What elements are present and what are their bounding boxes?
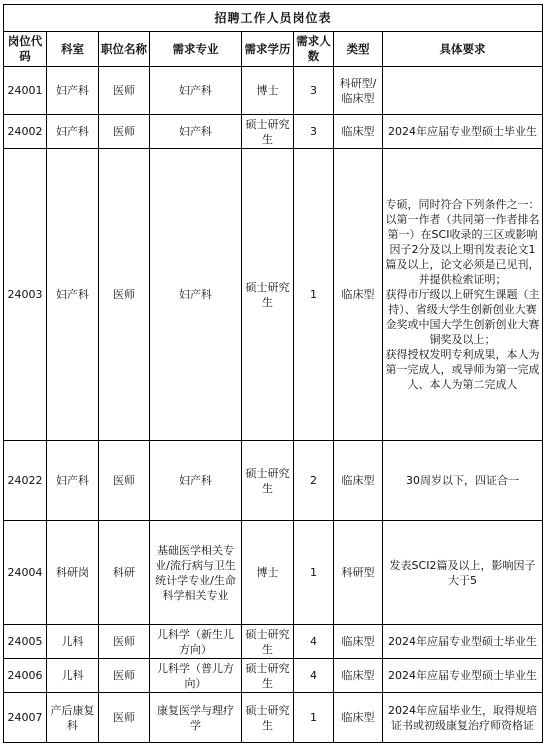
table-row	[4, 625, 543, 659]
cell-degree: 硕士研究生	[242, 149, 294, 441]
table-title: 招聘工作人员岗位表	[4, 5, 543, 32]
cell-requirements	[383, 67, 543, 115]
header-code: 岗位代码	[4, 32, 47, 67]
cell-code: 24002	[4, 115, 47, 149]
cell-dept: 妇产科	[47, 115, 99, 149]
cell-major: 基础医学相关专业/流行病与卫生统计学专业/生命科学相关专业	[150, 521, 242, 625]
header-requirements: 具体要求	[383, 32, 543, 67]
cell-type: 临床型	[334, 115, 383, 149]
cell-position: 医师	[99, 149, 150, 441]
cell-type: 科研型/临床型	[334, 67, 383, 115]
cell-requirements	[383, 115, 543, 149]
cell-type: 临床型	[334, 693, 383, 743]
cell-count: 3	[294, 115, 334, 149]
cell-dept: 儿科	[47, 625, 99, 659]
cell-code: 24022	[4, 441, 47, 521]
table-row	[4, 521, 543, 625]
cell-position: 医师	[99, 441, 150, 521]
cell-requirements	[383, 441, 543, 521]
cell-degree: 硕士研究生	[242, 659, 294, 693]
table-row	[4, 67, 543, 115]
table-row	[4, 441, 543, 521]
cell-major: 儿科学（普儿方向）	[150, 659, 242, 693]
cell-dept: 妇产科	[47, 441, 99, 521]
requirement-line: 2024年应届专业型硕士毕业生	[388, 125, 537, 138]
cell-type: 临床型	[334, 659, 383, 693]
header-count: 需求人数	[294, 32, 334, 67]
table-title-row	[4, 5, 543, 32]
cell-count: 4	[294, 659, 334, 693]
cell-code: 24003	[4, 149, 47, 441]
cell-position: 医师	[99, 659, 150, 693]
header-position: 职位名称	[99, 32, 150, 67]
cell-dept: 科研岗	[47, 521, 99, 625]
cell-dept: 儿科	[47, 659, 99, 693]
cell-code: 24006	[4, 659, 47, 693]
header-type: 类型	[334, 32, 383, 67]
cell-count: 4	[294, 625, 334, 659]
cell-major: 妇产科	[150, 67, 242, 115]
header-major: 需求专业	[150, 32, 242, 67]
cell-type: 临床型	[334, 149, 383, 441]
cell-code: 24001	[4, 67, 47, 115]
cell-degree: 硕士研究生	[242, 693, 294, 743]
cell-count: 2	[294, 441, 334, 521]
requirement-line: 2024年应届专业型硕士毕业生	[388, 635, 537, 648]
cell-code: 24007	[4, 693, 47, 743]
cell-count: 1	[294, 693, 334, 743]
requirement-line: 专硕，同时符合下列条件之一：	[385, 198, 540, 211]
requirement-line: 以第一作者（共同第一作者排名第一）在SCI收录的三区或影响因子2分及以上期刊发表论文1篇及以上，论文必须是已见刊，并提供检索证明；	[385, 213, 540, 286]
cell-degree: 硕士研究生	[242, 625, 294, 659]
cell-position: 科研	[99, 521, 150, 625]
cell-position: 医师	[99, 67, 150, 115]
table-row	[4, 659, 543, 693]
cell-degree: 硕士研究生	[242, 441, 294, 521]
requirement-line: 30周岁以下，四证合一	[406, 474, 519, 487]
cell-major: 妇产科	[150, 149, 242, 441]
cell-major: 妇产科	[150, 115, 242, 149]
cell-major: 儿科学（新生儿方向）	[150, 625, 242, 659]
cell-code: 24005	[4, 625, 47, 659]
table-header-row	[4, 32, 543, 67]
requirement-line: 发表SCI2篇及以上，影响因子大于5	[389, 558, 536, 587]
header-degree: 需求学历	[242, 32, 294, 67]
cell-position: 医师	[99, 693, 150, 743]
cell-count: 3	[294, 67, 334, 115]
requirement-line: 2024年应届专业型硕士毕业生	[388, 669, 537, 682]
cell-requirements	[383, 659, 543, 693]
cell-requirements	[383, 149, 543, 441]
cell-type: 临床型	[334, 625, 383, 659]
requirement-line: 获得授权发明专利成果，本人为第一完成人，或导师为第一完成人、本人为第二完成人	[385, 348, 540, 391]
cell-dept: 产后康复科	[47, 693, 99, 743]
header-dept: 科室	[47, 32, 99, 67]
table-row	[4, 149, 543, 441]
cell-requirements	[383, 693, 543, 743]
table-row	[4, 693, 543, 743]
table-row	[4, 115, 543, 149]
requirement-line: 2024年应届毕业生，取得规培证书或初级康复治疗师资格证	[388, 703, 537, 732]
cell-requirements	[383, 521, 543, 625]
cell-position: 医师	[99, 115, 150, 149]
cell-degree: 博士	[242, 67, 294, 115]
recruitment-table-page	[3, 4, 542, 748]
requirement-line: 获得市厅级以上研究生课题（主持）、省级大学生创新创业大赛金奖或中国大学生创新创业大赛铜奖及以上；	[385, 288, 540, 346]
cell-count: 1	[294, 149, 334, 441]
cell-code: 24004	[4, 521, 47, 625]
recruitment-table	[3, 4, 543, 743]
cell-dept: 妇产科	[47, 67, 99, 115]
cell-type: 临床型	[334, 441, 383, 521]
cell-degree: 硕士研究生	[242, 115, 294, 149]
cell-count: 1	[294, 521, 334, 625]
cell-dept: 妇产科	[47, 149, 99, 441]
cell-major: 康复医学与理疗学	[150, 693, 242, 743]
cell-requirements	[383, 625, 543, 659]
cell-major: 妇产科	[150, 441, 242, 521]
cell-type: 科研型	[334, 521, 383, 625]
cell-position: 医师	[99, 625, 150, 659]
cell-degree: 博士	[242, 521, 294, 625]
